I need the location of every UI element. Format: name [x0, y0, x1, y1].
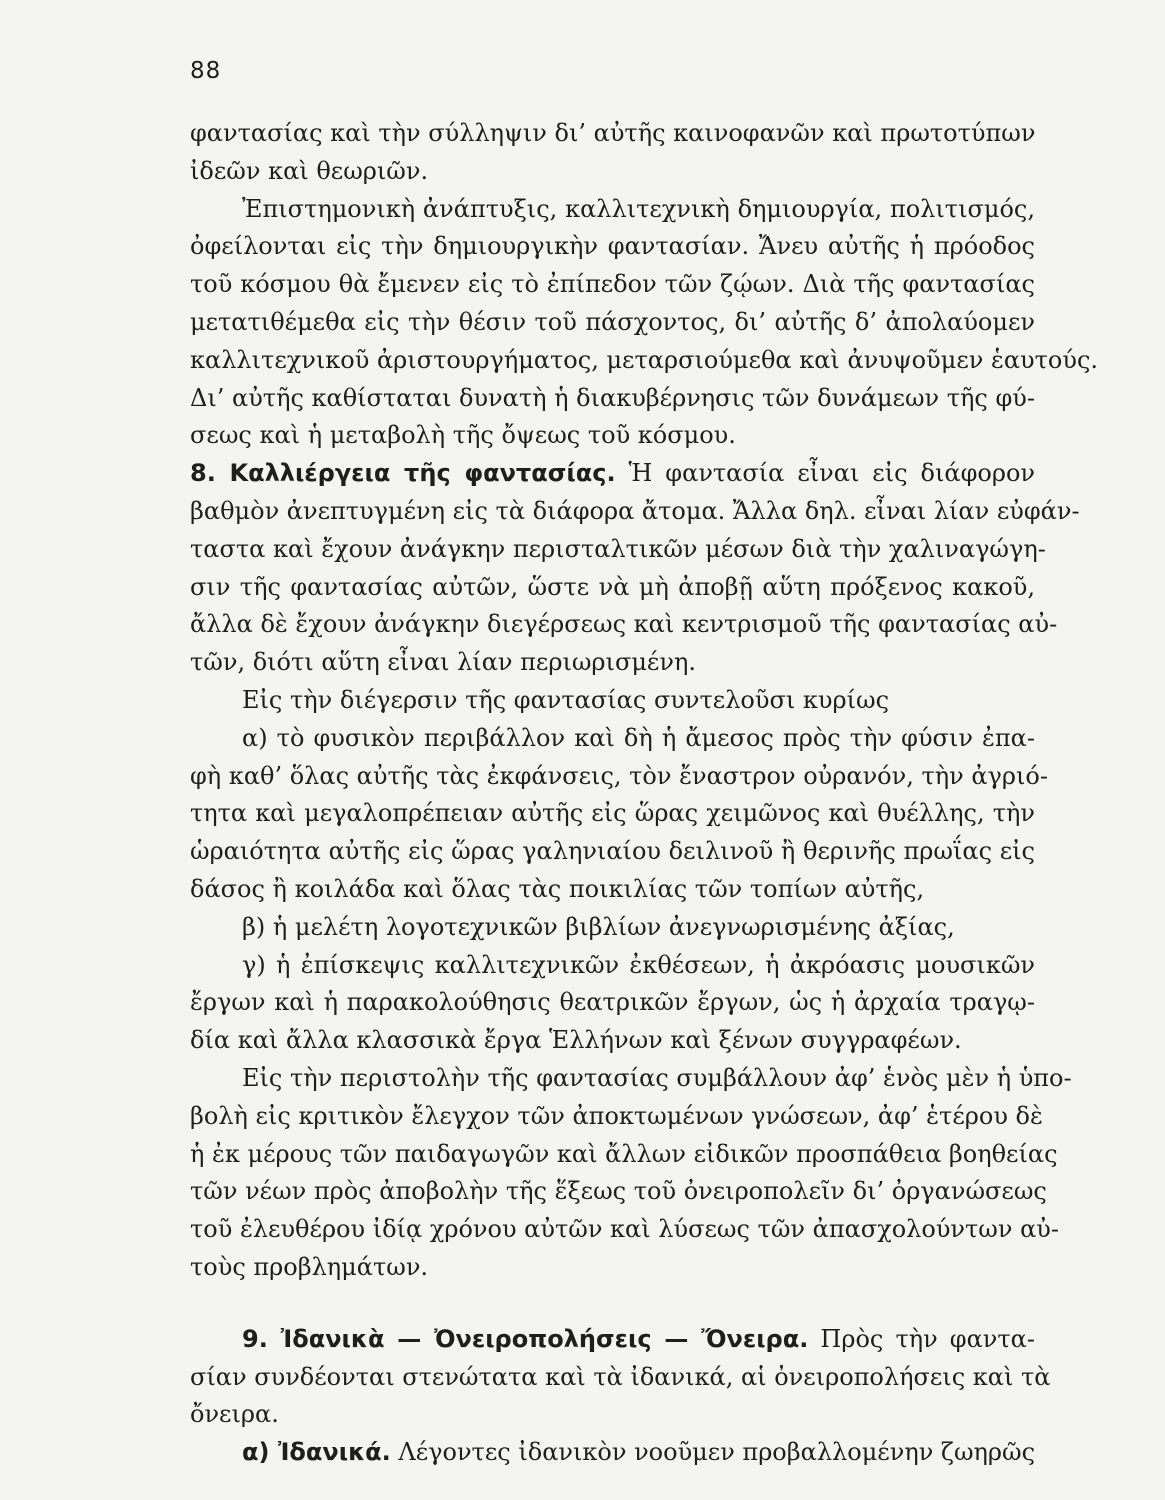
text-line: βαθμὸν ἀνεπτυγμένη εἰς τὰ διάφορα ἄτομα. Ἄλλα δηλ. εἶναι λίαν εὐφάν-: [190, 496, 1080, 525]
text-line: ταστα καὶ ἔχουν ἀνάγκην περισταλτικῶν μέσων διὰ τὴν χαλιναγώγη-: [190, 534, 1046, 563]
text-line: Ἐπιστημονικὴ ἀνάπτυξις, καλλιτεχνικὴ δημιουργία, πολιτισμός,: [242, 194, 1035, 223]
text-line: τῶν, διότι αὕτη εἶναι λίαν περιωρισμένη.: [190, 648, 696, 677]
body-text: [190, 115, 1099, 1472]
text-line: ἡ ἐκ μέρους τῶν παιδαγωγῶν καὶ ἄλλων εἰδικῶν προσπάθεια βοηθείας: [190, 1139, 1058, 1168]
text-line: σιν τῆς φαντασίας αὐτῶν, ὥστε νὰ μὴ ἀποβῇ αὕτη πρόξενος κακοῦ,: [190, 572, 1035, 601]
section-gap: [190, 1287, 1035, 1321]
list-item-a: α) τὸ φυσικὸν περιβάλλον καὶ δὴ ἡ ἄμεσος πρὸς τὴν φύσιν ἐπα-: [242, 723, 1035, 752]
text-line: μετατιθέμεθα εἰς τὴν θέσιν τοῦ πάσχοντος, δι’ αὐτῆς δ’ ἀπολαύομεν: [190, 307, 1035, 336]
text-line: σίαν συνδέονται στενώτατα καὶ τὰ ἰδανικά, αἱ ὀνειροπολήσεις καὶ τὰ: [190, 1362, 1051, 1391]
subsection-a-line: [190, 1434, 1035, 1472]
text-span: Λέγοντες ἰδανικὸν νοοῦμεν προβαλλομένην ζωηρῶς: [390, 1438, 1036, 1467]
text-line: φαντασίας καὶ τὴν σύλληψιν δι’ αὐτῆς καινοφανῶν καὶ πρωτοτύπων: [190, 119, 1036, 147]
text-line: ὄνειρα.: [190, 1400, 279, 1429]
text-line: ἔργων καὶ ἡ παρακολούθησις θεατρικῶν ἔργων, ὡς ἡ ἀρχαία τραγῳ-: [190, 988, 1035, 1017]
text-line: ὡραιότητα αὐτῆς εἰς ὥρας γαληνιαίου δειλινοῦ ἢ θερινῆς πρωΐας εἰς: [190, 837, 1035, 866]
text-line: τοὺς προβλημάτων.: [190, 1252, 429, 1281]
list-item-b: β) ἡ μελέτη λογοτεχνικῶν βιβλίων ἀνεγνωρισμένης ἀξίας,: [242, 912, 955, 941]
subsection-a-heading: α) Ἰδανικά.: [242, 1438, 391, 1467]
text-line: τοῦ κόσμου θὰ ἔμενεν εἰς τὸ ἐπίπεδον τῶν ζῴων. Διὰ τῆς φαντασίας: [190, 270, 1035, 299]
text-span: Πρὸς τὴν φαντα-: [808, 1324, 1035, 1353]
text-line: σεως καὶ ἡ μεταβολὴ τῆς ὄψεως τοῦ κόσμου.: [190, 421, 736, 450]
text-line: δία καὶ ἄλλα κλασσικὰ ἔργα Ἑλλήνων καὶ ξένων συγγραφέων.: [190, 1026, 962, 1055]
text-line: τητα καὶ μεγαλοπρέπειαν αὐτῆς εἰς ὥρας χειμῶνος καὶ θυέλλης, τὴν: [190, 799, 1035, 828]
text-span: Ἡ φαντασία εἶναι εἰς διάφορον: [615, 459, 1035, 488]
text-line: ἄλλα δὲ ἔχουν ἀνάγκην διεγέρσεως καὶ κεντρισμοῦ τῆς φαντασίας αὐ-: [190, 610, 1058, 639]
page-number: 88: [190, 58, 222, 84]
text-line: Εἰς τὴν διέγερσιν τῆς φαντασίας συντελοῦσι κυρίως: [242, 685, 890, 714]
text-line: τοῦ ἐλευθέρου ἰδίᾳ χρόνου αὐτῶν καὶ λύσεως τῶν ἀπασχολούντων αὐ-: [190, 1215, 1059, 1244]
text-line: τῶν νέων πρὸς ἀποβολὴν τῆς ἕξεως τοῦ ὀνειροπολεῖν δι’ ὀργανώσεως: [190, 1177, 1047, 1206]
section-8-heading: 8. Καλλιέργεια τῆς φαντασίας.: [190, 459, 616, 488]
section-9-heading: 9. Ἰδανικὰ — Ὀνειροπολήσεις — Ὄνειρα.: [242, 1324, 809, 1353]
text-line: δάσος ἢ κοιλάδα καὶ ὅλας τὰς ποικιλίας τῶν τοπίων αὐτῆς,: [190, 874, 925, 903]
text-line: φὴ καθ’ ὅλας αὐτῆς τὰς ἐκφάνσεις, τὸν ἔναστρον οὐρανόν, τὴν ἀγριό-: [190, 761, 1048, 790]
text-line: βολὴ εἰς κριτικὸν ἔλεγχον τῶν ἀποκτωμένων γνώσεων, ἀφ’ ἑτέρου δὲ: [190, 1101, 1043, 1130]
text-line: ὀφείλονται εἰς τὴν δημιουργικὴν φαντασίαν. Ἄνευ αὐτῆς ἡ πρόοδος: [190, 232, 1035, 261]
text-line: Δι’ αὐτῆς καθίσταται δυνατὴ ἡ διακυβέρνησις τῶν δυνάμεων τῆς φύ-: [190, 383, 1035, 412]
text-line: Εἰς τὴν περιστολὴν τῆς φαντασίας συμβάλλουν ἀφ’ ἑνὸς μὲν ἡ ὑπο-: [242, 1063, 1072, 1092]
list-item-c: γ) ἡ ἐπίσκεψις καλλιτεχνικῶν ἐκθέσεων, ἡ ἀκρόασις μουσικῶν: [242, 950, 1035, 979]
section-8-line: [190, 455, 1035, 493]
text-line: ἰδεῶν καὶ θεωριῶν.: [190, 156, 429, 185]
text-line: καλλιτεχνικοῦ ἀριστουργήματος, μεταρσιούμεθα καὶ ἀνυψοῦμεν ἑαυτούς.: [190, 345, 1099, 374]
section-9-line: [190, 1321, 1035, 1359]
